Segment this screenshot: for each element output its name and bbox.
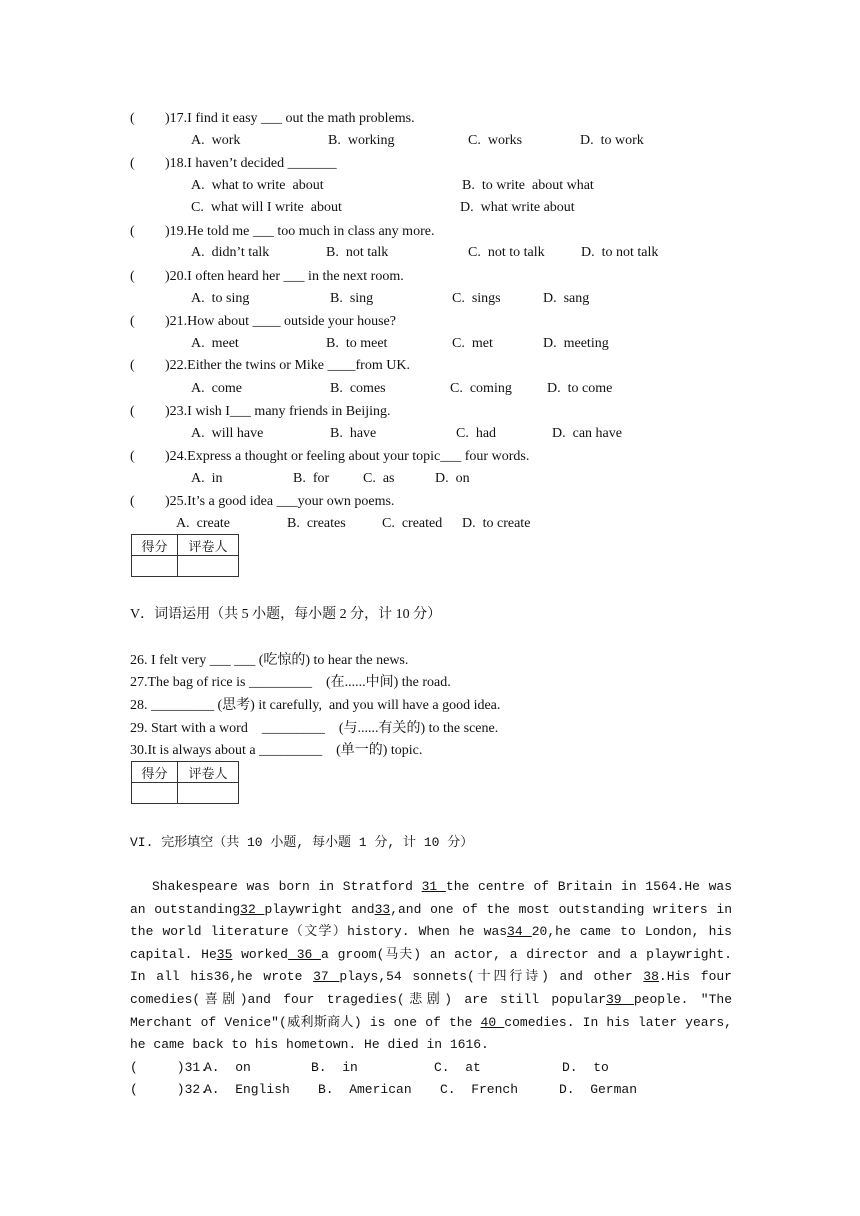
option-d[interactable]: D. on (435, 471, 470, 486)
passage-text: plays,54 sonnets(十四行诗) and other (339, 969, 644, 985)
option-d[interactable]: D. to come (547, 381, 613, 396)
blank-40[interactable]: 40 (480, 1014, 505, 1030)
answer-paren[interactable]: ( (130, 449, 135, 464)
option-b[interactable]: B. to meet (326, 336, 388, 351)
option-c[interactable]: C. works (468, 133, 523, 148)
fill-item-26[interactable]: 26. I felt very ___ ___ (吃惊的) to hear the news. (130, 653, 409, 668)
option-c[interactable]: C. coming (450, 381, 512, 396)
fill-item-30[interactable]: 30.It is always about a _________ (单一的) topic. (130, 743, 423, 758)
score-header: 得分 (132, 762, 178, 783)
option-b[interactable]: B. for (293, 471, 330, 486)
score-table (131, 534, 239, 577)
option-a[interactable]: A. will have (191, 426, 264, 441)
option-c[interactable]: C. as (363, 471, 395, 486)
passage-text: the centre of Britain in 1564.He was an outstanding (130, 879, 732, 917)
question-stem: )21.How about ____ outside your house? (165, 314, 396, 329)
question-stem: )25.It’s a good idea ___your own poems. (165, 494, 395, 509)
option-a[interactable]: A. meet (191, 336, 239, 351)
grader-cell[interactable] (178, 783, 239, 804)
option-a[interactable]: A. what to write about (191, 178, 324, 193)
grader-header: 评卷人 (178, 762, 239, 783)
option-d[interactable]: D. can have (552, 426, 622, 441)
option-b[interactable]: B. creates (287, 516, 346, 531)
answer-paren[interactable]: ( (130, 156, 135, 171)
answer-paren[interactable]: ( (130, 404, 135, 419)
option-b[interactable]: B. American (318, 1082, 412, 1097)
score-cell[interactable] (132, 783, 178, 804)
passage-text: 20,he came to London, his capital. He (130, 924, 732, 962)
score-header: 得分 (132, 535, 178, 556)
blank-33[interactable]: 33 (374, 901, 391, 917)
question-stem: )22.Either the twins or Mike ____from UK. (165, 358, 410, 373)
question-stem: )20.I often heard her ___ in the next room. (165, 269, 404, 284)
passage-text: a groom(马夫) an actor, a director and a playwright. In all his36,he wrote (130, 946, 732, 985)
option-a[interactable]: A. didn’t talk (191, 245, 270, 260)
answer-paren[interactable]: ( (130, 224, 135, 239)
question-stem: )19.He told me ___ too much in class any more. (165, 224, 435, 239)
option-d[interactable]: D. German (559, 1082, 638, 1097)
score-table (131, 761, 239, 804)
answer-paren[interactable]: ( (130, 269, 135, 284)
grader-header: 评卷人 (178, 535, 239, 556)
option-b[interactable]: B. not talk (326, 245, 389, 260)
option-d[interactable]: D. sang (543, 291, 590, 306)
section-6-title: VI. 完形填空（共 10 小题, 每小题 1 分, 计 10 分） (130, 835, 474, 850)
option-a[interactable]: A. come (191, 381, 242, 396)
score-cell[interactable] (132, 556, 178, 577)
passage-text: comedies. In his later years, he came back to his hometown. He died in 1616. (130, 1014, 732, 1053)
option-c[interactable]: C. met (452, 336, 493, 351)
fill-item-28[interactable]: 28. _________ (思考) it carefully, and you will have a good idea. (130, 698, 501, 713)
option-b[interactable]: B. working (328, 133, 395, 148)
option-a[interactable]: A. create (176, 516, 231, 531)
passage-text: Shakespeare was born in Stratford (152, 879, 422, 894)
option-c[interactable]: C. at (434, 1060, 481, 1075)
question-stem: )24.Express a thought or feeling about your topic___ four words. (165, 449, 530, 464)
option-c[interactable]: C. had (456, 426, 497, 441)
answer-paren[interactable]: ( (130, 111, 135, 126)
option-d[interactable]: D. to not talk (581, 245, 659, 260)
question-label[interactable]: ( )31. (130, 1060, 209, 1075)
option-a[interactable]: A. English (204, 1082, 290, 1097)
answer-paren[interactable]: ( (130, 494, 135, 509)
option-a[interactable]: A. work (191, 133, 241, 148)
section-5-title: V．词语运用（共 5 小题，每小题 2 分，计 10 分） (130, 607, 442, 622)
blank-39[interactable]: 39 (605, 991, 634, 1007)
option-b[interactable]: B. comes (330, 381, 386, 396)
option-b[interactable]: B. in (311, 1060, 358, 1075)
question-stem: )23.I wish I___ many friends in Beijing. (165, 404, 391, 419)
question-label[interactable]: ( )32. (130, 1082, 209, 1097)
passage-text: worked (232, 946, 288, 962)
passage-text: people. "The Merchant of Venice"(威利斯商人) is one of the (130, 991, 732, 1030)
cloze-passage (130, 876, 732, 1057)
option-b[interactable]: B. sing (330, 291, 374, 306)
option-c[interactable]: C. created (382, 516, 443, 531)
blank-37[interactable]: 37 (313, 969, 340, 985)
option-c[interactable]: C. French (440, 1082, 519, 1097)
option-a[interactable]: A. to sing (191, 291, 250, 306)
option-d[interactable]: D. meeting (543, 336, 609, 351)
option-c[interactable]: C. not to talk (468, 245, 545, 260)
option-d[interactable]: D. to work (580, 133, 644, 148)
blank-32[interactable]: 32 (240, 901, 265, 917)
question-stem: )17.I find it easy ___ out the math problems. (165, 111, 415, 126)
blank-34[interactable]: 34 (507, 924, 532, 940)
blank-38[interactable]: 38 (643, 969, 659, 985)
option-a[interactable]: A. in (191, 471, 223, 486)
question-stem: )18.I haven’t decided _______ (165, 156, 337, 171)
blank-36[interactable]: 36 (287, 946, 322, 962)
blank-31[interactable]: 31 (421, 879, 446, 894)
passage-text: ,and one of the most outstanding writers in the world literature（文学）history. When he was (130, 901, 733, 940)
option-c[interactable]: C. sings (452, 291, 501, 306)
option-d[interactable]: D. to create (462, 516, 531, 531)
option-b[interactable]: B. to write about what (462, 178, 594, 193)
grader-cell[interactable] (178, 556, 239, 577)
passage-text: .His four comedies(喜剧)and four tragedies(悲剧) are still popular (130, 969, 732, 1007)
blank-35[interactable]: 35 (216, 946, 233, 962)
passage-text: playwright and (264, 901, 375, 917)
option-d[interactable]: D. what write about (460, 200, 575, 215)
answer-paren[interactable]: ( (130, 314, 135, 329)
option-d[interactable]: D. to (562, 1060, 609, 1075)
fill-item-27[interactable]: 27.The bag of rice is _________ (在......中间) the road. (130, 675, 451, 690)
option-c[interactable]: C. what will I write about (191, 200, 342, 215)
answer-paren[interactable]: ( (130, 358, 135, 373)
option-b[interactable]: B. have (330, 426, 377, 441)
fill-item-29[interactable]: 29. Start with a word _________ (与......有关的) to the scene. (130, 721, 499, 736)
option-a[interactable]: A. on (204, 1060, 251, 1075)
